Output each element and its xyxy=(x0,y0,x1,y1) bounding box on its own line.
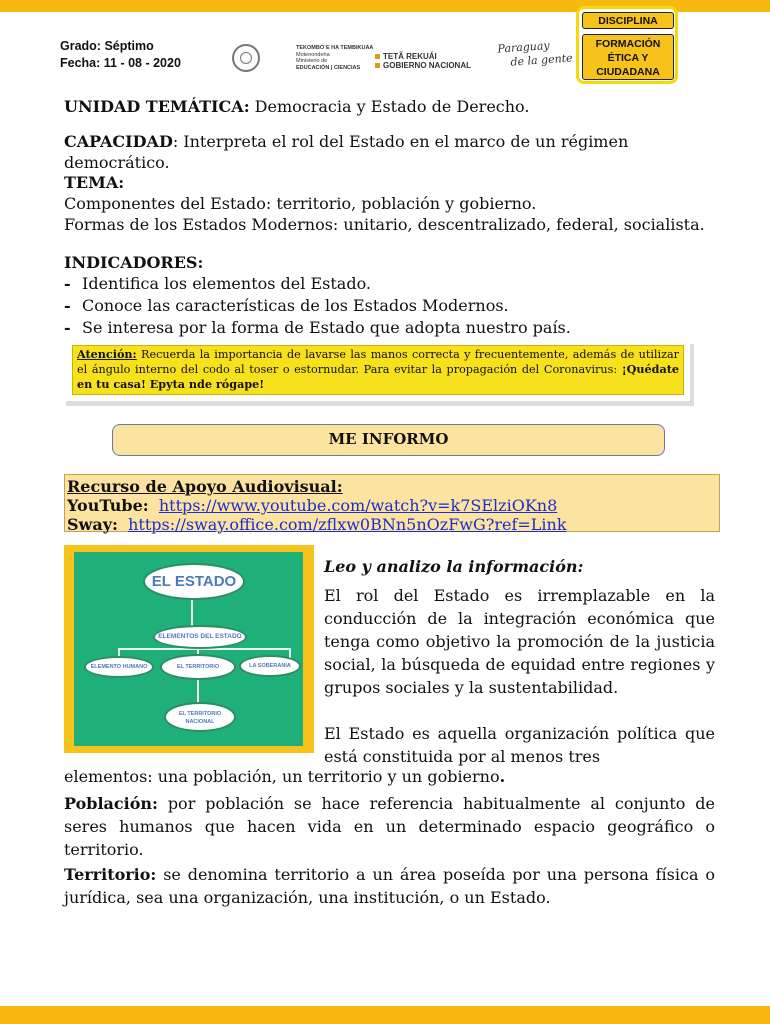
square-icon xyxy=(375,54,380,59)
territorio-paragraph xyxy=(64,863,715,909)
unidad-label: UNIDAD TEMÁTICA: xyxy=(64,97,250,116)
indicador-text: Identifica los elementos del Estado. xyxy=(82,274,371,293)
lectura-paragraph-2b-end: . xyxy=(499,767,506,786)
poblacion-paragraph xyxy=(64,792,715,861)
diagram-node-root: EL ESTADO xyxy=(145,565,243,598)
diagram-node-bottom-line2: NACIONAL xyxy=(185,719,215,725)
lectura-paragraph-1: El rol del Estado es irremplazable en la conducción de la integración económica que tenga como objetivo la promoción de la justicia social, la búsqueda de equidad entre regiones y grupos sociales y la sustentabilidad. xyxy=(324,586,715,697)
recurso-box xyxy=(64,474,720,532)
lectura-paragraph-2a: El Estado es aquella organización política que está constituida por al menos tres xyxy=(324,724,715,766)
date-label: Fecha: 11 - 08 - 2020 xyxy=(60,56,181,70)
mec-logo xyxy=(232,44,374,72)
disciplina-value-line2: ÉTICA Y xyxy=(607,52,649,64)
lectura-paragraph-2b-text: elementos: una población, un territorio y un gobierno xyxy=(64,767,500,786)
territorio-label: Territorio: xyxy=(64,865,157,884)
territorio-text: se denomina territorio a un área poseída por una persona física o jurídica, sea una organización, una institución, o un Estado. xyxy=(64,865,715,907)
diagram-node-center: EL TERRITORIO xyxy=(162,656,234,678)
indicador-item: - Se interesa por la forma de Estado que adopta nuestro país. xyxy=(64,318,571,337)
sway-link[interactable]: https://sway.office.com/zflxw0BNn5nOzFwG?ref=Link xyxy=(128,515,567,534)
disciplina-value-line1: FORMACIÓN xyxy=(595,38,661,50)
paraguay-logo-line1: Paraguay xyxy=(497,38,551,56)
seal-icon xyxy=(232,44,260,72)
paraguay-logo-line2: de la gente xyxy=(510,51,574,69)
capacidad-label: CAPACIDAD xyxy=(64,132,173,151)
square-icon xyxy=(375,63,380,68)
diagram-line xyxy=(289,648,291,658)
attention-bold: ¡Quédate en tu casa! Epyta nde rógape! xyxy=(77,362,679,391)
indicadores-title: INDICADORES: xyxy=(64,253,204,272)
lectura-paragraph-2b xyxy=(64,765,715,788)
disciplina-value-line3: CIUDADANA xyxy=(596,66,660,78)
poblacion-text: por población se hace referencia habitualmente al conjunto de seres humanos que hacen vida en un determinado espacio geográfico o territorio. xyxy=(64,794,715,859)
diagram-node-mid: ELEMENTOS DEL ESTADO xyxy=(155,627,245,647)
indicador-item: - Identifica los elementos del Estado. xyxy=(64,274,371,293)
attention-text: Recuerda la importancia de lavarse las manos correcta y frecuentemente, además de utilizar el ángulo interno del codo al toser o estornudar. Para evitar la propagación del Coronavirus: xyxy=(77,348,679,376)
mec-logo-line2: Motenondeha xyxy=(296,51,330,58)
attention-label: Atención: xyxy=(77,347,137,361)
attention-box xyxy=(72,345,684,395)
capacidad-text: : Interpreta el rol del Estado en el marco de un régimen democrático. xyxy=(64,132,629,172)
me-informo-banner: ME INFORMO xyxy=(112,424,665,456)
capacidad xyxy=(64,131,714,173)
tema xyxy=(64,172,714,235)
indicadores-label xyxy=(64,252,203,273)
lectura-subtitle: Leo y analizo la información: xyxy=(324,557,584,576)
diagram-line xyxy=(191,598,193,626)
gobierno-logo xyxy=(375,52,471,70)
mec-logo-line1: TEKOMBO´E HA TEMBIKUAA xyxy=(296,45,374,51)
paraguay-logo xyxy=(497,37,573,70)
tema-line1: Componentes del Estado: territorio, población y gobierno. xyxy=(64,194,537,213)
disciplina-value xyxy=(582,34,674,80)
gobierno-logo-line1: TETÃ REKUÁI xyxy=(383,52,437,61)
bottom-bar xyxy=(0,1006,770,1024)
youtube-link[interactable]: https://www.youtube.com/watch?v=k7SElziOKn8 xyxy=(158,496,558,515)
diagram-node-right: LA SOBERANIA xyxy=(241,657,299,675)
diagram-node-left: ELEMENTO HUMANO xyxy=(86,658,152,676)
grade-label: Grado: Séptimo xyxy=(60,39,154,53)
diagram-line xyxy=(118,648,290,650)
indicador-item: - Conoce las características de los Estados Modernos. xyxy=(64,296,509,315)
indicador-text: Conoce las características de los Estados Modernos. xyxy=(82,296,509,315)
unidad-tematica xyxy=(64,96,714,117)
tema-line2: Formas de los Estados Modernos: unitario, descentralizado, federal, socialista. xyxy=(64,215,705,234)
diagram-node-bottom-line1: EL TERRITORIO xyxy=(178,711,222,717)
poblacion-label: Población: xyxy=(64,794,158,813)
recurso-title: Recurso de Apoyo Audiovisual: xyxy=(67,477,343,496)
gobierno-logo-line2: GOBIERNO NACIONAL xyxy=(383,61,471,70)
unidad-text: Democracia y Estado de Derecho. xyxy=(249,97,530,116)
diagram-node-bottom xyxy=(166,704,234,730)
header-info xyxy=(60,38,181,72)
sway-label: Sway: xyxy=(67,515,118,534)
youtube-label: YouTube: xyxy=(67,496,149,515)
tema-label: TEMA: xyxy=(64,173,125,192)
mec-logo-line4: EDUCACIÓN | CIENCIAS xyxy=(296,64,361,71)
mec-logo-line3: Ministerio de xyxy=(296,58,328,64)
disciplina-label: DISCIPLINA xyxy=(582,12,674,29)
indicador-text: Se interesa por la forma de Estado que adopta nuestro país. xyxy=(82,318,571,337)
